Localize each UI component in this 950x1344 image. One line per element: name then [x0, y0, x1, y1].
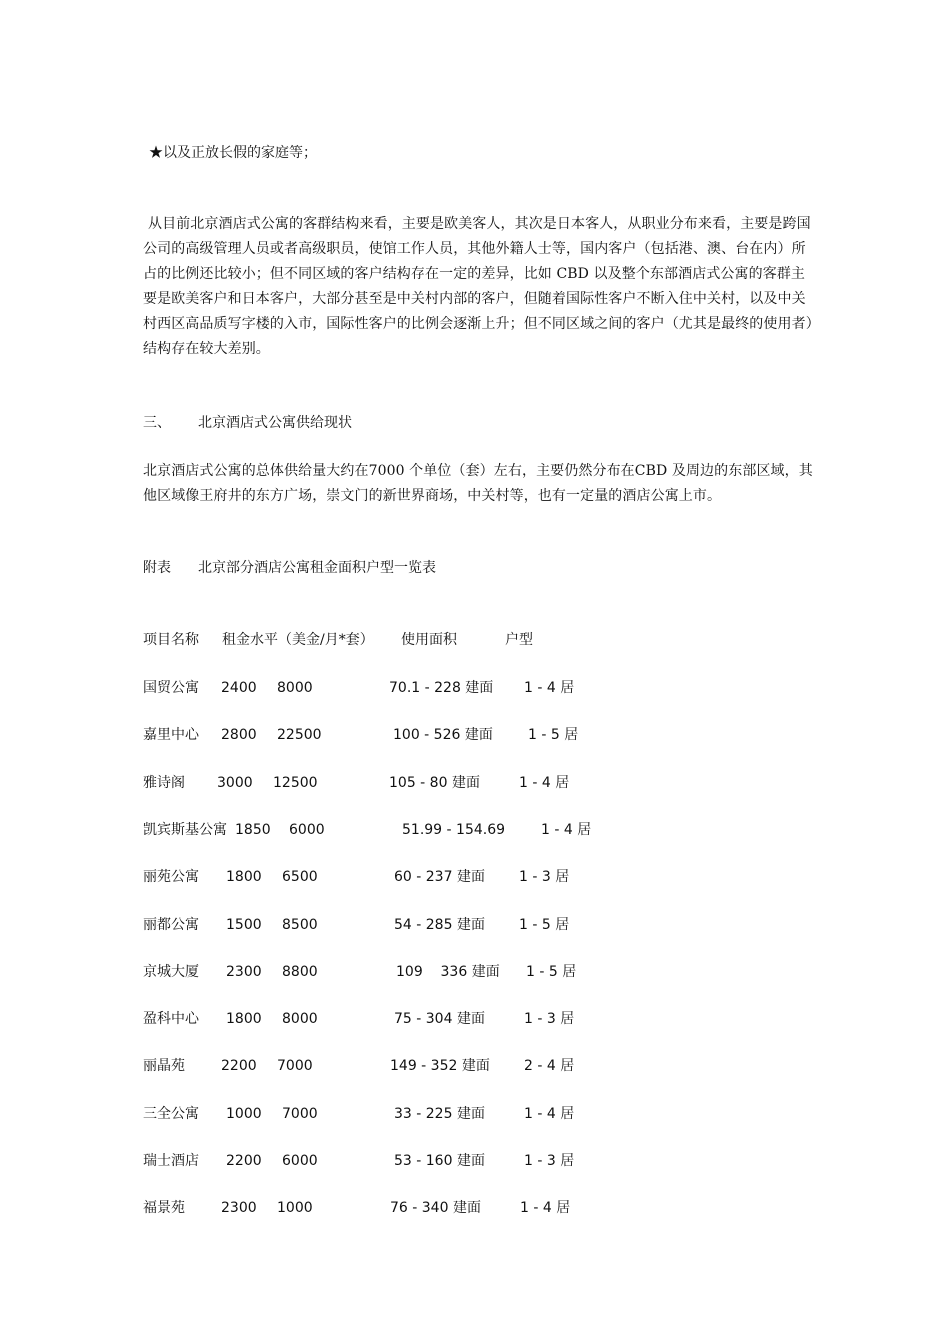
row-name: 丽苑公寓: [143, 869, 199, 885]
section-number: 三、: [143, 415, 171, 431]
row-type: 1 - 3 居: [524, 1153, 575, 1169]
row-name: 国贸公寓: [143, 680, 199, 696]
row-rent-low: 1000: [226, 1106, 262, 1122]
row-type: 1 - 3 居: [524, 1011, 575, 1027]
row-rent-low: 2800: [221, 727, 257, 743]
row-name: 丽都公寓: [143, 917, 199, 933]
row-rent-low: 1800: [226, 869, 262, 885]
row-area: 54 - 285 建面: [394, 917, 485, 933]
row-rent-high: 7000: [282, 1106, 318, 1122]
bullet-line: ★以及正放长假的家庭等；: [149, 145, 317, 161]
row-area: 53 - 160 建面: [394, 1153, 485, 1169]
row-area: 105 - 80 建面: [389, 775, 480, 791]
section-title: 北京酒店式公寓供给现状: [198, 415, 352, 431]
row-type: 1 - 4 居: [520, 1200, 571, 1216]
row-type: 1 - 5 居: [528, 727, 579, 743]
row-rent-high: 6000: [289, 822, 325, 838]
row-name: 盈科中心: [143, 1011, 199, 1027]
row-rent-low: 2300: [221, 1200, 257, 1216]
row-type: 1 - 5 居: [526, 964, 577, 980]
row-type: 1 - 4 居: [524, 1106, 575, 1122]
row-name: 雅诗阁: [143, 775, 185, 791]
appendix-title: 北京部分酒店公寓租金面积户型一览表: [198, 560, 436, 576]
header-name: 项目名称: [143, 632, 199, 648]
row-rent-high: 12500: [273, 775, 318, 791]
row-type: 2 - 4 居: [524, 1058, 575, 1074]
row-rent-low: 1800: [226, 1011, 262, 1027]
row-rent-high: 22500: [277, 727, 322, 743]
row-type: 1 - 3 居: [519, 869, 570, 885]
row-name: 嘉里中心: [143, 727, 199, 743]
row-type: 1 - 4 居: [524, 680, 575, 696]
row-rent-high: 7000: [277, 1058, 313, 1074]
row-name: 福景苑: [143, 1200, 185, 1216]
row-name: 三全公寓: [143, 1106, 199, 1122]
row-area: 75 - 304 建面: [394, 1011, 485, 1027]
row-rent-high: 1000: [277, 1200, 313, 1216]
paragraph-supply: 北京酒店式公寓的总体供给量大约在7000 个单位（套）左右，主要仍然分布在CBD 及周边的东部区域，其他区域像王府井的东方广场，崇文门的新世界商场，中关村等，也有一定量的酒店公寓上市。: [143, 463, 813, 504]
row-type: 1 - 5 居: [519, 917, 570, 933]
row-name: 京城大厦: [143, 964, 199, 980]
row-rent-low: 1500: [226, 917, 262, 933]
row-rent-high: 6500: [282, 869, 318, 885]
row-area: 51.99 - 154.69: [402, 822, 506, 838]
row-type: 1 - 4 居: [519, 775, 570, 791]
paragraph-client-structure: 从目前北京酒店式公寓的客群结构来看，主要是欧美客人，其次是日本客人，从职业分布来看，主要是跨国公司的高级管理人员或者高级职员，使馆工作人员，其他外籍人士等，国内客户（包括港、澳、台在内）所占的比例还比较小；但不同区域的客户结构存在一定的差异，比如 CBD 以及整个东部酒店式公寓的客群主要是欧美客户和日本客户，大部分甚至是中关村内部的客户，但随着国际性客户不断入住中关村，以及中关村西区高品质写字楼的入市，国际性客户的比例会逐渐上升；但不同区域之间的客户（尤其是最终的使用者）结构存在较大差别。: [143, 216, 813, 357]
header-rent: 租金水平（美金/月*套）: [222, 632, 374, 648]
row-type: 1 - 4 居: [541, 822, 592, 838]
row-rent-low: 2300: [226, 964, 262, 980]
row-area: 70.1 - 228 建面: [389, 680, 494, 696]
row-rent-low: 1850: [235, 822, 271, 838]
row-rent-low: 3000: [217, 775, 253, 791]
row-area: 149 - 352 建面: [390, 1058, 490, 1074]
row-rent-low: 2400: [221, 680, 257, 696]
row-rent-high: 6000: [282, 1153, 318, 1169]
row-area: 33 - 225 建面: [394, 1106, 485, 1122]
row-rent-high: 8500: [282, 917, 318, 933]
row-name: 凯宾斯基公寓: [143, 822, 227, 838]
row-rent-low: 2200: [221, 1058, 257, 1074]
appendix-label: 附表: [143, 560, 171, 576]
row-area: 60 - 237 建面: [394, 869, 485, 885]
row-area: 100 - 526 建面: [393, 727, 493, 743]
row-rent-low: 2200: [226, 1153, 262, 1169]
row-area: 76 - 340 建面: [390, 1200, 481, 1216]
header-area: 使用面积: [401, 632, 457, 648]
row-rent-high: 8800: [282, 964, 318, 980]
row-rent-high: 8000: [282, 1011, 318, 1027]
row-name: 瑞士酒店: [143, 1153, 199, 1169]
header-type: 户型: [505, 632, 533, 648]
row-area: 109 336 建面: [396, 964, 500, 980]
row-name: 丽晶苑: [143, 1058, 185, 1074]
row-rent-high: 8000: [277, 680, 313, 696]
